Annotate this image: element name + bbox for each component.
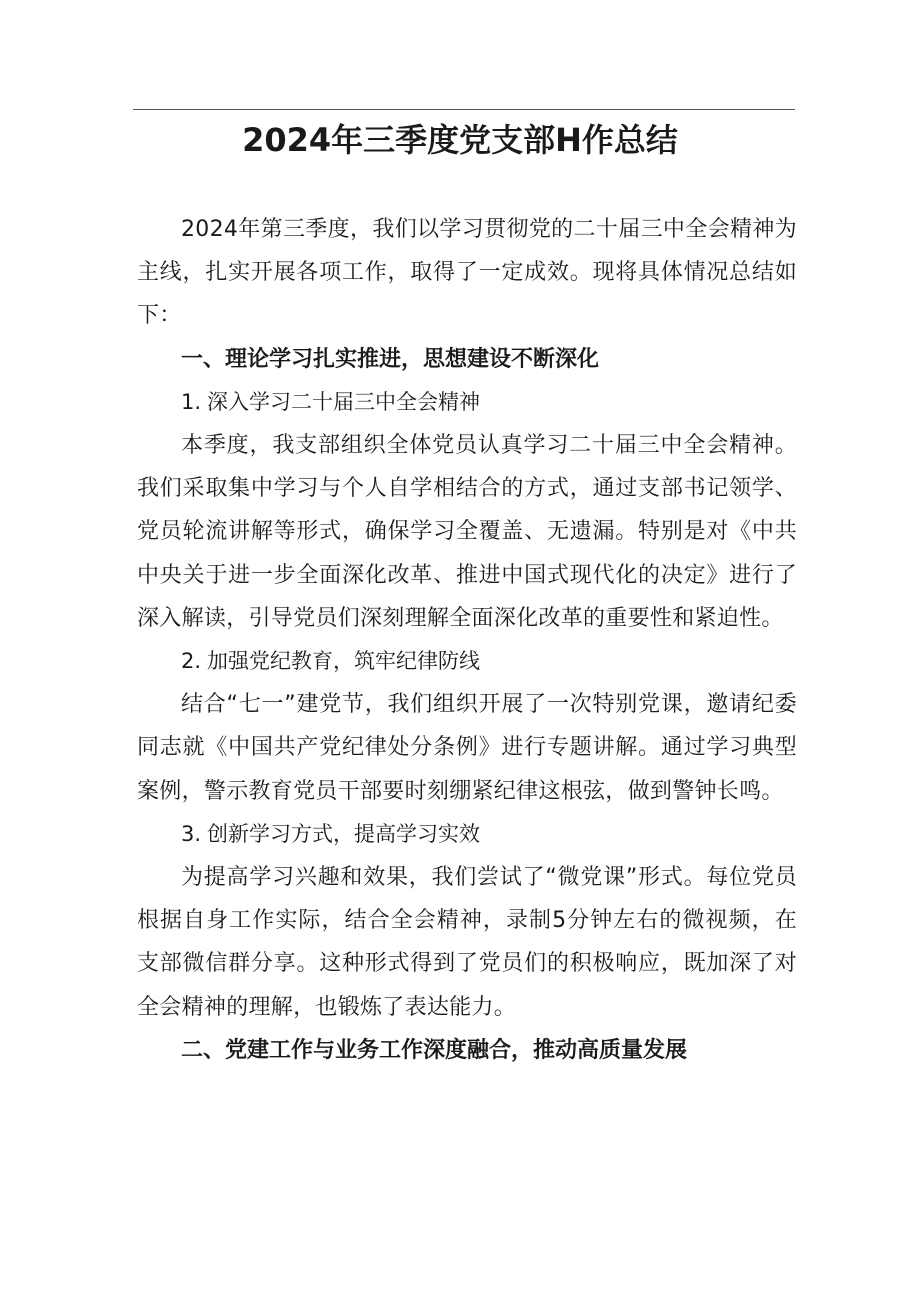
item-1-paragraph: 本季度，我支部组织全体党员认真学习二十届三中全会精神。我们采取集中学习与个人自学相结合的方式，通过支部书记领学、党员轮流讲解等形式，确保学习全覆盖、无遗漏。特别是对《中共中央关于进一步全面深化改革、推进中国式现代化的决定》进行了深入解读，引导党员们深刻理解全面深化改革的重要性和紧迫性。: [137, 433, 797, 631]
item-3-title: [137, 813, 797, 856]
item-2-title-text: 加强党纪教育，筑牢纪律防线: [207, 649, 481, 674]
item-1-number: 1.: [181, 389, 202, 414]
document-body: [137, 208, 797, 1072]
intro-paragraph: 2024年第三季度，我们以学习贯彻党的二十届三中全会精神为主线，扎实开展各项工作，取得了一定成效。现将具体情况总结如下：: [137, 217, 797, 329]
section-2-heading: 二、党建工作与业务工作深度融合，推动高质量发展: [181, 1037, 688, 1063]
item-2-paragraph: 结合“七一”建党节，我们组织开展了一次特别党课，邀请纪委同志就《中国共产党纪律处分条例》进行专题讲解。通过学习典型案例，警示教育党员干部要时刻绷紧纪律这根弦，做到警钟长鸣。: [137, 692, 797, 804]
item-2-number: 2.: [181, 649, 202, 674]
item-3-paragraph: 为提高学习兴趣和效果，我们尝试了“微党课”形式。每位党员根据自身工作实际，结合全会精神，录制5分钟左右的微视频，在支部微信群分享。这种形式得到了党员们的积极响应，既加深了对全会精神的理解，也锻炼了表达能力。: [137, 865, 797, 1020]
item-1-title-text: 深入学习二十届三中全会精神: [207, 389, 481, 414]
item-3-number: 3.: [181, 821, 202, 846]
item-1-title: [137, 381, 797, 424]
item-2-title: [137, 640, 797, 683]
document-title: 2024年三季度党支部H作总结: [242, 121, 678, 159]
item-3-title-text: 创新学习方式，提高学习实效: [207, 821, 481, 846]
header-rule: [133, 109, 795, 110]
section-1-heading: 一、理论学习扎实推进，思想建设不断深化: [181, 346, 600, 372]
